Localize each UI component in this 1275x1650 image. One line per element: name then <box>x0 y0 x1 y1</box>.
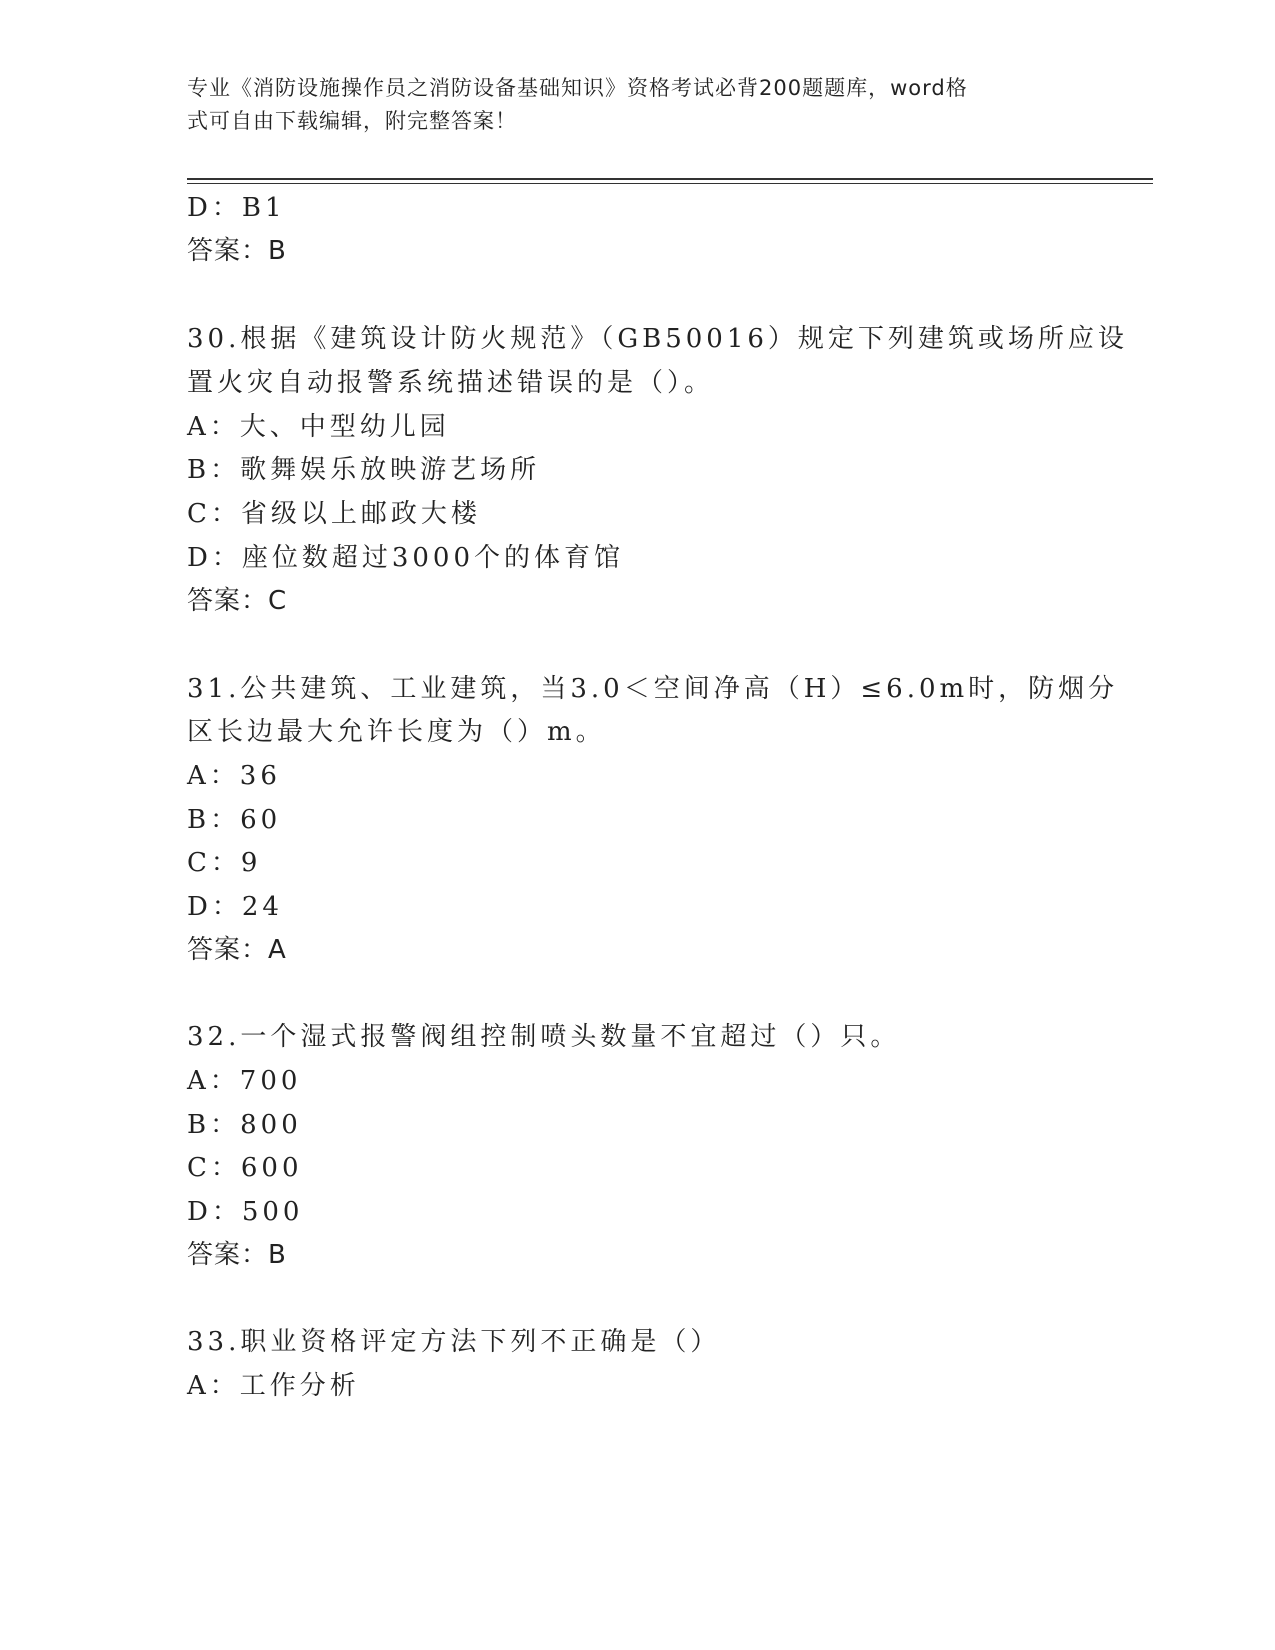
q30-stem-line-2: 置火灾自动报警系统描述错误的是（）。 <box>187 368 715 398</box>
q32-option-a: A：700 <box>187 1066 302 1096</box>
q32-option-b: B：800 <box>187 1110 302 1140</box>
q32-answer: 答案：B <box>187 1240 287 1270</box>
prev-option-d: D：B1 <box>187 193 286 223</box>
header-rule-thick <box>187 178 1153 180</box>
q32-stem-line-1: 32.一个湿式报警阀组控制喷头数量不宜超过（）只。 <box>187 1022 901 1052</box>
q30-stem-line-1: 30.根据《建筑设计防火规范》（GB50016）规定下列建筑或场所应设 <box>187 324 1128 354</box>
q31-stem-line-2: 区长边最大允许长度为（）m。 <box>187 717 606 747</box>
document-header <box>187 72 1067 138</box>
q31-option-a: A：36 <box>187 761 281 791</box>
q31-option-d: D：24 <box>187 892 283 922</box>
q30-option-b: B：歌舞娱乐放映游艺场所 <box>187 455 541 485</box>
q32-option-d: D：500 <box>187 1197 304 1227</box>
q30-option-c: C：省级以上邮政大楼 <box>187 499 481 529</box>
header-line-2: 式可自由下载编辑，附完整答案！ <box>187 109 517 133</box>
q31-stem-line-1: 31.公共建筑、工业建筑，当3.0＜空间净高（H）≤6.0m时，防烟分 <box>187 674 1119 704</box>
q33-option-a: A：工作分析 <box>187 1371 360 1401</box>
q31-answer: 答案：A <box>187 935 287 965</box>
q31-option-c: C：9 <box>187 848 262 878</box>
q32-option-c: C：600 <box>187 1153 303 1183</box>
q30-option-a: A：大、中型幼儿园 <box>187 412 450 442</box>
prev-answer: 答案：B <box>187 236 287 266</box>
q30-option-d: D：座位数超过3000个的体育馆 <box>187 543 625 573</box>
q33-stem-line-1: 33.职业资格评定方法下列不正确是（） <box>187 1327 721 1357</box>
header-line-1: 专业《消防设施操作员之消防设备基础知识》资格考试必背200题题库，word格 <box>187 76 968 100</box>
q31-option-b: B：60 <box>187 805 282 835</box>
q30-answer: 答案：C <box>187 586 288 616</box>
header-rule-thin <box>187 183 1153 184</box>
